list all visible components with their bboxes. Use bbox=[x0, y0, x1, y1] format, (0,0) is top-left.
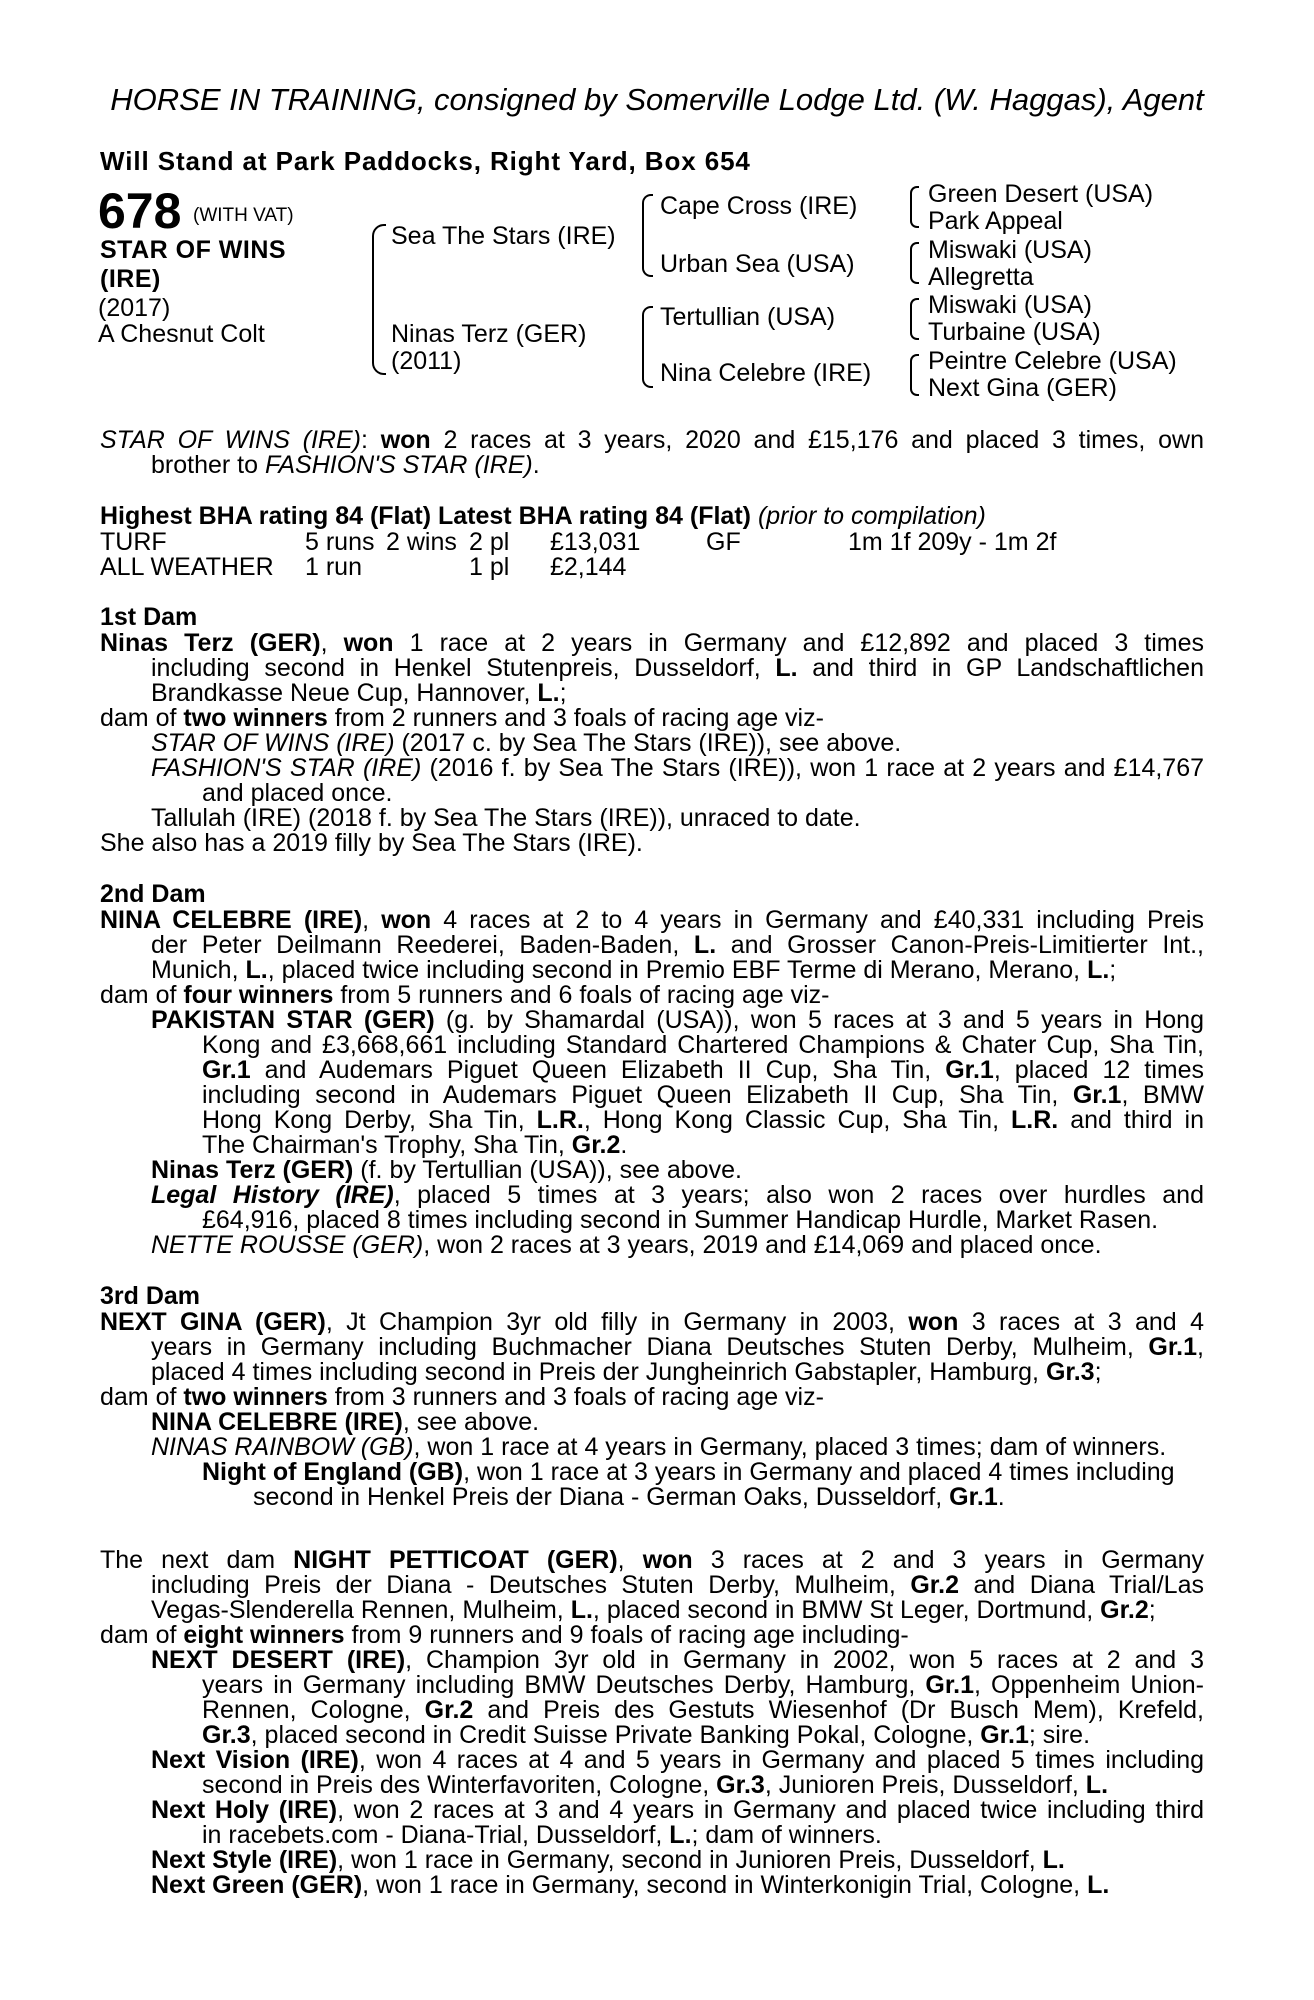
dam-line: She also has a 2019 filly by Sea The Stars (IRE). bbox=[100, 829, 643, 857]
dam-line: including second in Audemars Piguet Queen Elizabeth II Cup, Sha Tin, Gr.1, BMW bbox=[202, 1082, 1204, 1108]
lot-number: 678 bbox=[98, 183, 182, 239]
horse-name-line1: STAR OF WINS bbox=[100, 236, 287, 264]
foaling-year: (2017) bbox=[98, 294, 171, 322]
aw-prize: £2,144 bbox=[550, 553, 627, 581]
pedigree-bracket-dam bbox=[642, 306, 653, 388]
dam-line: NEXT DESERT (IRE), Champion 3yr old in Germany in 2002, won 5 races at 2 and 3 bbox=[151, 1647, 1204, 1673]
pedigree-sire: Sea The Stars (IRE) bbox=[391, 222, 616, 250]
pedigree-sire-sire: Cape Cross (IRE) bbox=[660, 192, 858, 220]
horse-description: A Chesnut Colt bbox=[98, 320, 265, 348]
dam-line: dam of eight winners from 9 runners and 9 foals of racing age including- bbox=[100, 1621, 909, 1649]
pedigree-g3: Miswaki (USA) bbox=[928, 236, 1092, 264]
dam-line: NINAS RAINBOW (GB), won 1 race at 4 years in Germany, placed 3 times; dam of winners. bbox=[151, 1433, 1167, 1461]
dam-line: Tallulah (IRE) (2018 f. by Sea The Stars (IRE)), unraced to date. bbox=[151, 804, 861, 832]
dam-line: NINA CELEBRE (IRE), won 4 races at 2 to 4 years in Germany and £40,331 including Preis bbox=[100, 907, 1204, 933]
section-heading: 3rd Dam bbox=[100, 1282, 201, 1310]
dam-line: NINA CELEBRE (IRE), see above. bbox=[151, 1408, 540, 1436]
pedigree-g4: Allegretta bbox=[928, 263, 1034, 291]
dam-line: Hong Kong Derby, Sha Tin, L.R., Hong Kong Classic Cup, Sha Tin, L.R. and third in bbox=[202, 1107, 1204, 1133]
dam-line: NETTE ROUSSE (GER), won 2 races at 3 years, 2019 and £14,069 and placed once. bbox=[151, 1231, 1102, 1259]
dam-line: Gr.3, placed second in Credit Suisse Private Banking Pokal, Cologne, Gr.1; sire. bbox=[202, 1721, 1091, 1749]
dam-line: Next Vision (IRE), won 4 races at 4 and 5 years in Germany and placed 5 times including bbox=[151, 1747, 1204, 1773]
dam-line: Ninas Terz (GER) (f. by Tertullian (USA)), see above. bbox=[151, 1156, 742, 1184]
dam-line: Ninas Terz (GER), won 1 race at 2 years in Germany and £12,892 and placed 3 times bbox=[100, 630, 1204, 656]
dam-line: dam of two winners from 2 runners and 3 foals of racing age viz- bbox=[100, 704, 824, 732]
dam-line: FASHION'S STAR (IRE) (2016 f. by Sea The Stars (IRE)), won 1 race at 2 years and £14,767 bbox=[151, 755, 1204, 781]
page-title: HORSE IN TRAINING, consigned by Somerville Lodge Ltd. (W. Haggas), Agent bbox=[110, 82, 1204, 117]
pedigree-dam: Ninas Terz (GER) bbox=[391, 320, 587, 348]
vat-note: (WITH VAT) bbox=[193, 205, 294, 226]
turf-distance: 1m 1f 209y - 1m 2f bbox=[848, 528, 1057, 556]
pedigree-g8: Next Gina (GER) bbox=[928, 374, 1117, 402]
summary-line: STAR OF WINS (IRE): won 2 races at 3 years, 2020 and £15,176 and placed 3 times, own bbox=[100, 427, 1204, 453]
dam-line: second in Henkel Preis der Diana - German Oaks, Dusseldorf, Gr.1. bbox=[253, 1483, 1005, 1511]
pedigree-dam-sire: Tertullian (USA) bbox=[660, 303, 836, 331]
dam-line: The next dam NIGHT PETTICOAT (GER), won 3 races at 2 and 3 years in Germany bbox=[100, 1547, 1204, 1573]
dam-line: STAR OF WINS (IRE) (2017 c. by Sea The Stars (IRE)), see above. bbox=[151, 729, 902, 757]
pedigree-bracket-g34 bbox=[910, 242, 919, 284]
pedigree-g7: Peintre Celebre (USA) bbox=[928, 347, 1177, 375]
dam-line: Kong and £3,668,661 including Standard Chartered Champions & Chater Cup, Sha Tin, bbox=[202, 1032, 1204, 1058]
turf-placed: 2 pl bbox=[469, 528, 510, 556]
dam-line: Brandkasse Neue Cup, Hannover, L.; bbox=[151, 679, 567, 707]
section-heading: 2nd Dam bbox=[100, 880, 206, 908]
dam-line: der Peter Deilmann Reederei, Baden-Baden, L. and Grosser Canon-Preis-Limitierter Int., bbox=[151, 932, 1204, 958]
dam-line: Night of England (GB), won 1 race at 3 years in Germany and placed 4 times including bbox=[202, 1458, 1175, 1486]
dam-line: The Chairman's Trophy, Sha Tin, Gr.2. bbox=[202, 1131, 628, 1159]
dam-line: in racebets.com - Diana-Trial, Dusseldorf, L.; dam of winners. bbox=[202, 1821, 882, 1849]
turf-wins: 2 wins bbox=[386, 528, 457, 556]
pedigree-g2: Park Appeal bbox=[928, 207, 1063, 235]
dam-line: and placed once. bbox=[202, 779, 393, 807]
dam-line: PAKISTAN STAR (GER) (g. by Shamardal (USA)), won 5 races at 3 and 5 years in Hong bbox=[151, 1007, 1204, 1033]
dam-line: Vegas-Slenderella Rennen, Mulheim, L., placed second in BMW St Leger, Dortmund, Gr.2; bbox=[151, 1596, 1156, 1624]
pedigree-sire-dam: Urban Sea (USA) bbox=[660, 250, 855, 278]
dam-line: £64,916, placed 8 times including second in Summer Handicap Hurdle, Market Rasen. bbox=[202, 1206, 1159, 1234]
dam-line: years in Germany including BMW Deutsches Derby, Hamburg, Gr.1, Oppenheim Union- bbox=[202, 1672, 1204, 1698]
pedigree-g5: Miswaki (USA) bbox=[928, 291, 1092, 319]
pedigree-dam-year: (2011) bbox=[391, 347, 462, 375]
dam-line: including Preis der Diana - Deutsches Stuten Derby, Mulheim, Gr.2 and Diana Trial/Las bbox=[151, 1572, 1204, 1598]
dam-line: Gr.1 and Audemars Piguet Queen Elizabeth II Cup, Sha Tin, Gr.1, placed 12 times bbox=[202, 1057, 1204, 1083]
pedigree-dam-dam: Nina Celebre (IRE) bbox=[660, 359, 872, 387]
aw-placed: 1 pl bbox=[469, 553, 510, 581]
section-heading: 1st Dam bbox=[100, 603, 198, 631]
aw-runs: 1 run bbox=[305, 553, 362, 581]
pedigree-bracket-g78 bbox=[910, 354, 919, 396]
summary-line: brother to FASHION'S STAR (IRE). bbox=[151, 451, 540, 479]
dam-line: second in Preis des Winterfavoriten, Cologne, Gr.3, Junioren Preis, Dusseldorf, L. bbox=[202, 1771, 1109, 1799]
dam-line: placed 4 times including second in Preis der Jungheinrich Gabstapler, Hamburg, Gr.3; bbox=[151, 1358, 1102, 1386]
dam-line: Munich, L., placed twice including second in Premio EBF Terme di Merano, Merano, L.; bbox=[151, 956, 1117, 984]
stand-location: Will Stand at Park Paddocks, Right Yard, Box 654 bbox=[100, 146, 751, 176]
pedigree-bracket-g56 bbox=[910, 298, 919, 340]
dam-line: Next Green (GER), won 1 race in Germany, second in Winterkonigin Trial, Cologne, L. bbox=[151, 1871, 1110, 1899]
dam-line: including second in Henkel Stutenpreis, Dusseldorf, L. and third in GP Landschaftlichen bbox=[151, 655, 1204, 681]
dam-line: Next Holy (IRE), won 2 races at 3 and 4 years in Germany and placed twice including third bbox=[151, 1797, 1204, 1823]
turf-going: GF bbox=[706, 528, 741, 556]
pedigree-g6: Turbaine (USA) bbox=[928, 318, 1101, 346]
ratings-heading: Highest BHA rating 84 (Flat) Latest BHA rating 84 (Flat) (prior to compilation) bbox=[100, 502, 986, 530]
dam-line: years in Germany including Buchmacher Diana Deutsches Stuten Derby, Mulheim, Gr.1, bbox=[151, 1334, 1204, 1360]
dam-line: dam of two winners from 3 runners and 3 foals of racing age viz- bbox=[100, 1383, 824, 1411]
pedigree-bracket-g12 bbox=[910, 186, 919, 228]
aw-label: ALL WEATHER bbox=[100, 553, 274, 581]
horse-name-line2: (IRE) bbox=[100, 265, 161, 293]
turf-label: TURF bbox=[100, 528, 167, 556]
pedigree-bracket-sire bbox=[642, 194, 653, 277]
dam-line: Next Style (IRE), won 1 race in Germany, second in Junioren Preis, Dusseldorf, L. bbox=[151, 1846, 1065, 1874]
dam-line: Legal History (IRE), placed 5 times at 3 years; also won 2 races over hurdles and bbox=[151, 1182, 1204, 1208]
dam-line: Rennen, Cologne, Gr.2 and Preis des Gestuts Wiesenhof (Dr Busch Mem), Krefeld, bbox=[202, 1697, 1204, 1723]
dam-line: dam of four winners from 5 runners and 6 foals of racing age viz- bbox=[100, 981, 830, 1009]
pedigree-bracket-main bbox=[372, 224, 386, 375]
turf-prize: £13,031 bbox=[550, 528, 641, 556]
pedigree-g1: Green Desert (USA) bbox=[928, 180, 1154, 208]
turf-runs: 5 runs bbox=[305, 528, 375, 556]
dam-line: NEXT GINA (GER), Jt Champion 3yr old filly in Germany in 2003, won 3 races at 3 and 4 bbox=[100, 1309, 1204, 1335]
